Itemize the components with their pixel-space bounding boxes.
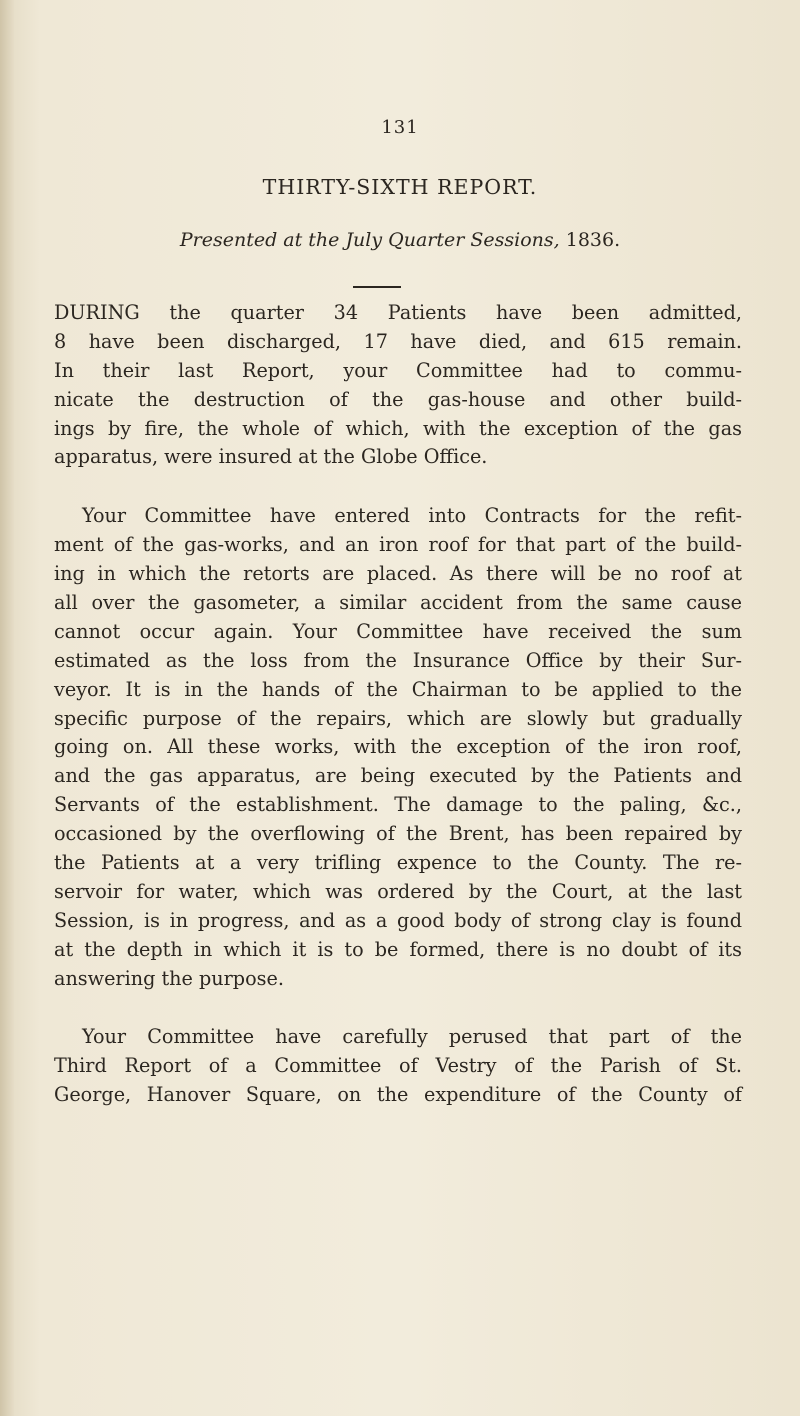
paragraph-1-line: nicate the destruction of the gas-house and other build- xyxy=(54,387,742,411)
paragraph-2-line: specific purpose of the repairs, which are slowly but gradually xyxy=(54,706,742,730)
paragraph-3-line: Your Committee have carefully perused that part of the xyxy=(82,1025,742,1049)
paragraph-2-line: going on. All these works, with the exception of the iron roof, xyxy=(54,735,742,759)
paragraph-1-line: ings by fire, the whole of which, with the exception of the gas xyxy=(54,416,742,440)
paragraph-2-line: estimated as the loss from the Insurance Office by their Sur- xyxy=(54,648,742,672)
paragraph-2-line: and the gas apparatus, are being executed by the Patients and xyxy=(54,764,742,788)
title-rule xyxy=(353,286,401,288)
report-subtitle xyxy=(0,229,800,251)
paragraph-2-line: at the depth in which it is to be formed, there is no doubt of its xyxy=(54,937,742,961)
paragraph-2-line: all over the gasometer, a similar accident from the same cause xyxy=(54,591,742,615)
page-gutter xyxy=(0,0,14,1416)
paragraph-1-line: DURING the quarter 34 Patients have been admitted, xyxy=(54,301,742,324)
paragraph-2-line: servoir for water, which was ordered by the Court, at the last xyxy=(54,879,742,903)
paragraph-2-line: cannot occur again. Your Committee have received the sum xyxy=(54,619,742,643)
paragraph-2-line: ment of the gas-works, and an iron roof for that part of the build- xyxy=(54,533,742,557)
report-body xyxy=(54,299,742,1110)
paragraph-gap xyxy=(54,993,742,1023)
paragraph-3-line: George, Hanover Square, on the expenditure of the County of xyxy=(54,1083,742,1107)
paragraph-2-line: veyor. It is in the hands of the Chairman to be applied to the xyxy=(54,677,742,701)
paragraph-1-line: 8 have been discharged, 17 have died, and 615 remain. xyxy=(54,329,742,353)
paragraph-2-line: answering the purpose. xyxy=(54,966,284,990)
paragraph-2-line: occasioned by the overflowing of the Brent, has been repaired by xyxy=(54,822,742,846)
page-number: 131 xyxy=(381,117,419,138)
paragraph-3-line: Third Report of a Committee of Vestry of the Parish of St. xyxy=(54,1054,742,1078)
paragraph-1-line: apparatus, were insured at the Globe Office. xyxy=(54,445,488,469)
paragraph-2-line: the Patients at a very trifling expence to the County. The re- xyxy=(54,851,742,875)
paragraph-2-line: ing in which the retorts are placed. As there will be no roof at xyxy=(54,562,742,586)
paragraph-2-line: Servants of the establishment. The damage to the paling, &c., xyxy=(54,793,742,817)
paragraph-gap xyxy=(54,472,742,502)
report-title: THIRTY-SIXTH REPORT. xyxy=(262,175,538,199)
paragraph-2-line: Session, is in progress, and as a good body of strong clay is found xyxy=(54,908,742,932)
paragraph-2-line: Your Committee have entered into Contracts for the refit- xyxy=(82,504,742,528)
subtitle-year: 1836. xyxy=(565,229,621,251)
subtitle-italic: Presented at the July Quarter Sessions, xyxy=(179,229,560,251)
paragraph-1-line: In their last Report, your Committee had to commu- xyxy=(54,358,742,382)
